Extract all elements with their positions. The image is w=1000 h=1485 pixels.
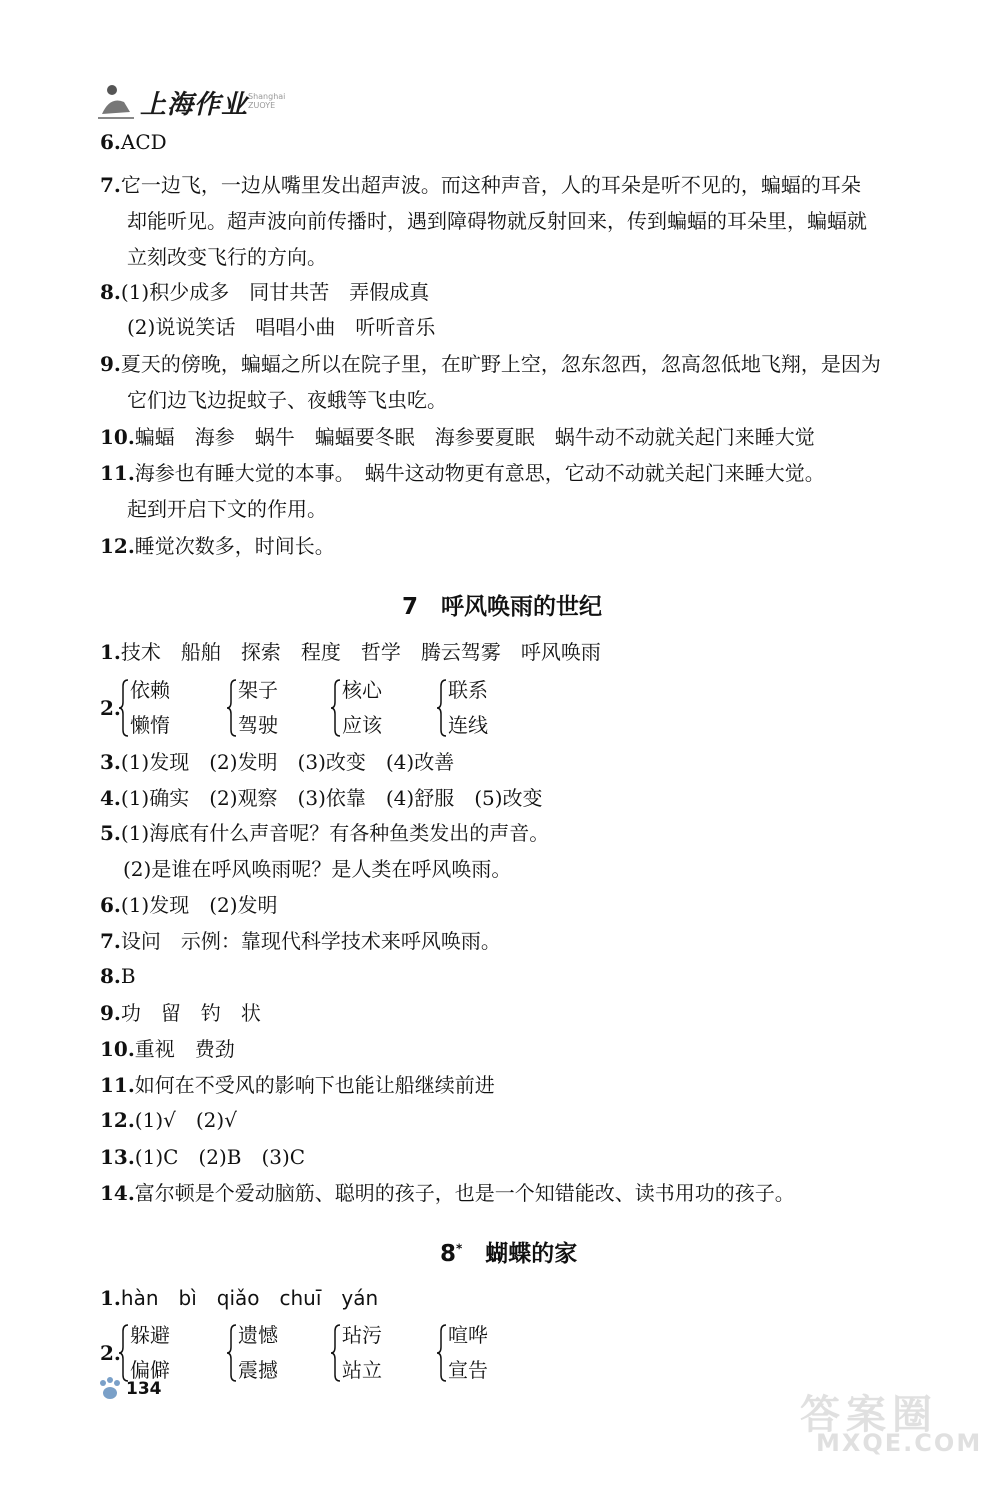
answer-line: 6.ACD (100, 130, 167, 154)
brace-icon (330, 678, 342, 738)
word: 懒惰 (130, 713, 170, 737)
answer-line: 12.(1)√ (2)√ (100, 1108, 237, 1132)
answer-line: 12.睡觉次数多，时间长。 (100, 534, 335, 558)
answer-line: 立刻改变飞行的方向。 (127, 245, 327, 269)
word: 驾驶 (238, 713, 278, 737)
word: 应该 (342, 713, 382, 737)
answer-line: 8.B (100, 964, 136, 988)
s8-q2-label: 2. (100, 1341, 121, 1365)
answer-line: 13.(1)C (2)B (3)C (100, 1145, 306, 1169)
word: 核心 (342, 678, 382, 702)
book-subtitle: Shanghai ZUOYE (248, 92, 286, 110)
answer-line: 14.富尔顿是个爱动脑筋、聪明的孩子，也是一个知错能改、读书用功的孩子。 (100, 1181, 795, 1205)
answer-line: 9.夏天的傍晚，蝙蝠之所以在院子里，在旷野上空，忽东忽西，忽高忽低地飞翔，是因为 (100, 352, 881, 376)
word: 遗憾 (238, 1323, 278, 1347)
section8-title: 8* 蝴蝶的家 (440, 1241, 578, 1267)
answer-line: 7.它一边飞，一边从嘴里发出超声波。而这种声音，人的耳朵是听不见的，蝙蝠的耳朵 (100, 173, 861, 197)
section7-title: 7 呼风唤雨的世纪 (402, 594, 603, 620)
s8-q1: 1.hàn bì qiǎo chuī yán (100, 1286, 379, 1310)
answer-line: 10.重视 费劲 (100, 1037, 235, 1061)
word: 喧哗 (448, 1323, 488, 1347)
brace-icon (436, 678, 448, 738)
word: 依赖 (130, 678, 170, 702)
reader-figure-icon (96, 82, 136, 122)
s7-q2-label: 2. (100, 696, 121, 720)
brace-icon (226, 678, 238, 738)
page-footer (96, 1375, 162, 1407)
answer-line: 8.(1)积少成多 同甘共苦 弄假成真 (100, 280, 430, 304)
answer-line: 11.海参也有睡大觉的本事。 蜗牛这动物更有意思，它动不动就关起门来睡大觉。 (100, 461, 825, 485)
word: 联系 (448, 678, 488, 702)
answer-line: 4.(1)确实 (2)观察 (3)依靠 (4)舒服 (5)改变 (100, 786, 543, 810)
answer-line: 7.设问 示例：靠现代科学技术来呼风唤雨。 (100, 929, 501, 953)
book-title: 上海作业 (140, 90, 249, 120)
watermark: 答案圈 MXQE.COM (800, 1392, 983, 1457)
word: 震撼 (238, 1358, 278, 1382)
word: 连线 (448, 713, 488, 737)
word: 宣告 (448, 1358, 488, 1382)
answer-line: 10.蝙蝠 海参 蜗牛 蝙蝠要冬眠 海参要夏眠 蜗牛动不动就关起门来睡大觉 (100, 425, 815, 449)
word: 架子 (238, 678, 278, 702)
page-number: 134 (126, 1379, 162, 1399)
paw-print-icon (96, 1375, 124, 1403)
answer-line: 6.(1)发现 (2)发明 (100, 893, 278, 917)
answer-line: 起到开启下文的作用。 (127, 497, 327, 521)
s7-q1: 1.技术 船舶 探索 程度 哲学 腾云驾雾 呼风唤雨 (100, 640, 601, 664)
answer-line: (2)是谁在呼风唤雨呢？是人类在呼风唤雨。 (123, 857, 512, 881)
brace-icon (226, 1323, 238, 1383)
answer-line: 11.如何在不受风的影响下也能让船继续前进 (100, 1073, 495, 1097)
brace-icon (118, 678, 130, 738)
word: 玷污 (342, 1323, 382, 1347)
brace-icon (330, 1323, 342, 1383)
brace-icon (436, 1323, 448, 1383)
brace-icon (118, 1323, 130, 1383)
answer-line: 3.(1)发现 (2)发明 (3)改变 (4)改善 (100, 750, 455, 774)
word: 站立 (342, 1358, 382, 1382)
word: 偏僻 (130, 1358, 170, 1382)
answer-line: 9.功 留 钓 状 (100, 1001, 261, 1025)
word: 躲避 (130, 1323, 170, 1347)
answer-line: 5.(1)海底有什么声音呢？有各种鱼类发出的声音。 (100, 821, 550, 845)
answer-line: 它们边飞边捉蚊子、夜蛾等飞虫吃。 (127, 388, 447, 412)
header-logo (96, 78, 346, 128)
answer-line: 却能听见。超声波向前传播时，遇到障碍物就反射回来，传到蝙蝠的耳朵里，蝙蝠就 (127, 209, 867, 233)
answer-line: (2)说说笑话 唱唱小曲 听听音乐 (127, 315, 436, 339)
